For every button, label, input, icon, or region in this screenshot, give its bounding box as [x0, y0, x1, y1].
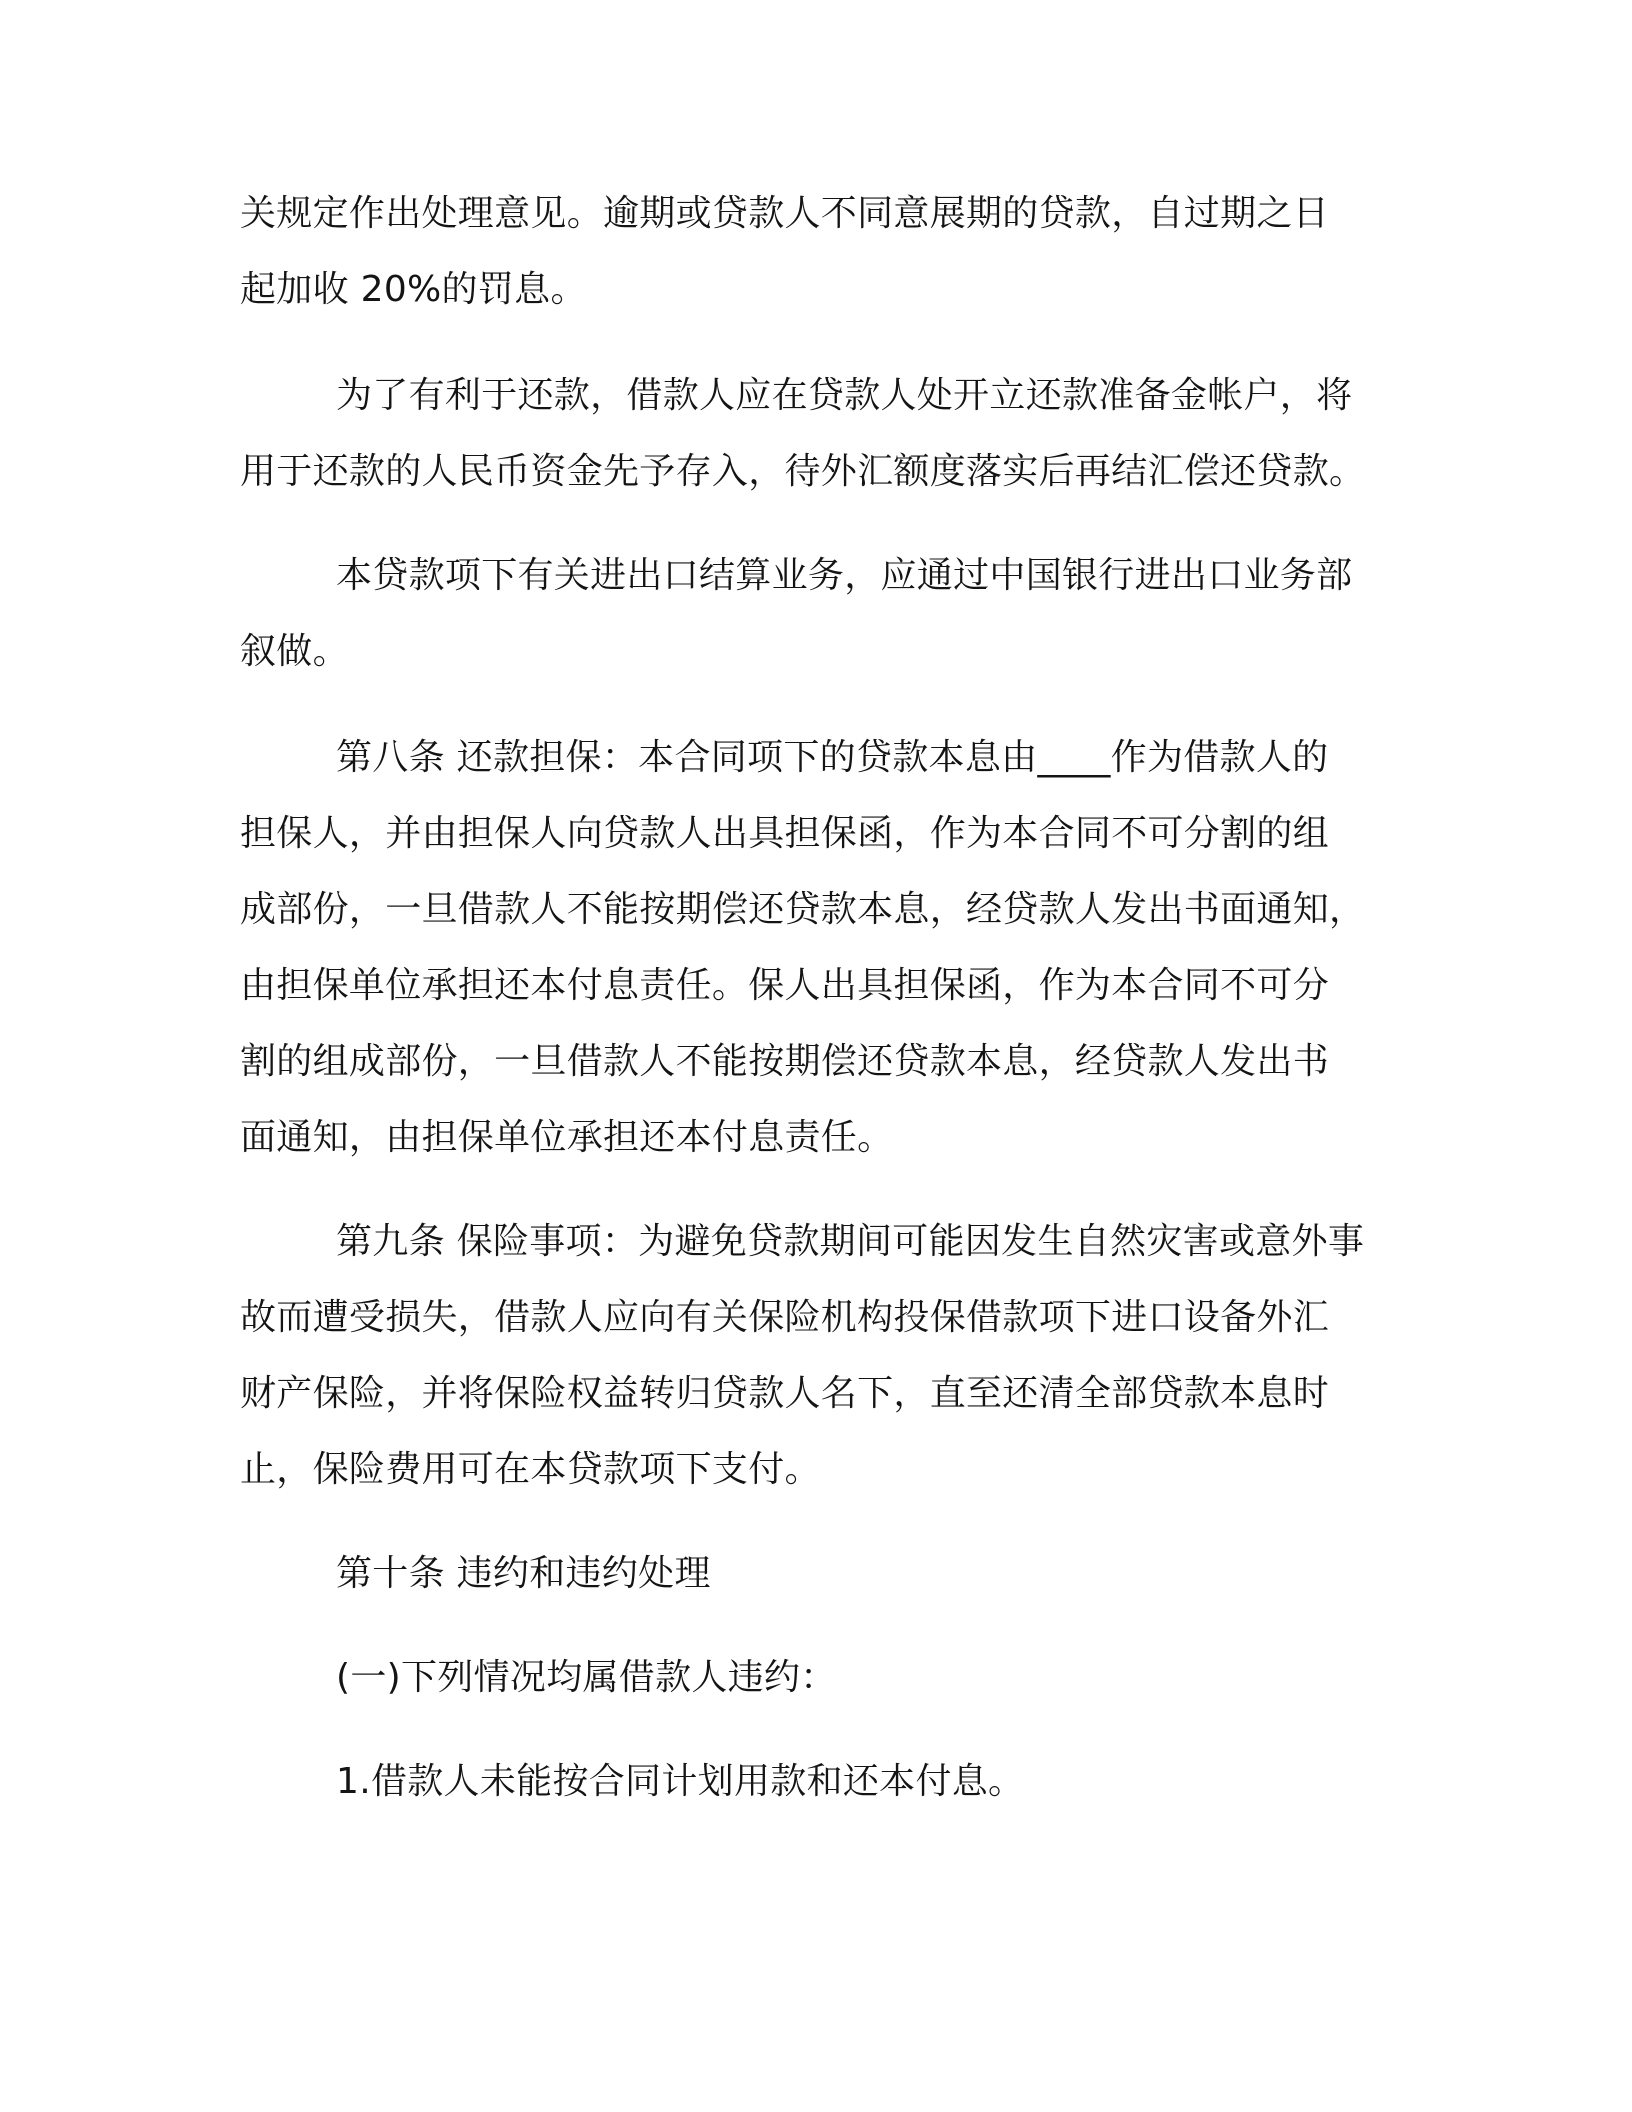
paragraph-1-line-1: 关规定作出处理意见。逾期或贷款人不同意展期的贷款，自过期之日 — [240, 193, 1330, 234]
clause-1-heading: (一)下列情况均属借款人违约： — [336, 1657, 837, 1698]
article-9-line-3: 财产保险，并将保险权益转归贷款人名下，直至还清全部贷款本息时 — [240, 1373, 1330, 1414]
article-8-line-2: 担保人，并由担保人向贷款人出具担保函，作为本合同不可分割的组 — [240, 813, 1330, 854]
article-8-line-5: 割的组成部份，一旦借款人不能按期偿还贷款本息，经贷款人发出书 — [240, 1041, 1330, 1082]
paragraph-2-line-1: 为了有利于还款，借款人应在贷款人处开立还款准备金帐户，将 — [336, 375, 1353, 416]
clause-1-item-1: 1.借款人未能按合同计划用款和还本付息。 — [336, 1761, 1025, 1802]
article-10-heading: 第十条 违约和违约处理 — [336, 1553, 711, 1594]
paragraph-3-line-2: 叙做。 — [240, 631, 349, 672]
article-8-line-4: 由担保单位承担还本付息责任。保人出具担保函，作为本合同不可分 — [240, 965, 1330, 1006]
article-8-line-1: 第八条 还款担保：本合同项下的贷款本息由____作为借款人的 — [336, 737, 1329, 778]
article-9-line-2: 故而遭受损失，借款人应向有关保险机构投保借款项下进口设备外汇 — [240, 1297, 1330, 1338]
paragraph-3-line-1: 本贷款项下有关进出口结算业务，应通过中国银行进出口业务部 — [336, 555, 1353, 596]
article-9-line-4: 止，保险费用可在本贷款项下支付。 — [240, 1449, 821, 1490]
article-8-line-3: 成部份，一旦借款人不能按期偿还贷款本息，经贷款人发出书面通知， — [240, 889, 1366, 930]
article-8-line-6: 面通知，由担保单位承担还本付息责任。 — [240, 1117, 894, 1158]
paragraph-2-line-2: 用于还款的人民币资金先予存入，待外汇额度落实后再结汇偿还贷款。 — [240, 451, 1366, 492]
paragraph-1-line-2: 起加收 20%的罚息。 — [240, 269, 587, 310]
article-9-line-1: 第九条 保险事项：为避免贷款期间可能因发生自然灾害或意外事 — [336, 1221, 1365, 1262]
